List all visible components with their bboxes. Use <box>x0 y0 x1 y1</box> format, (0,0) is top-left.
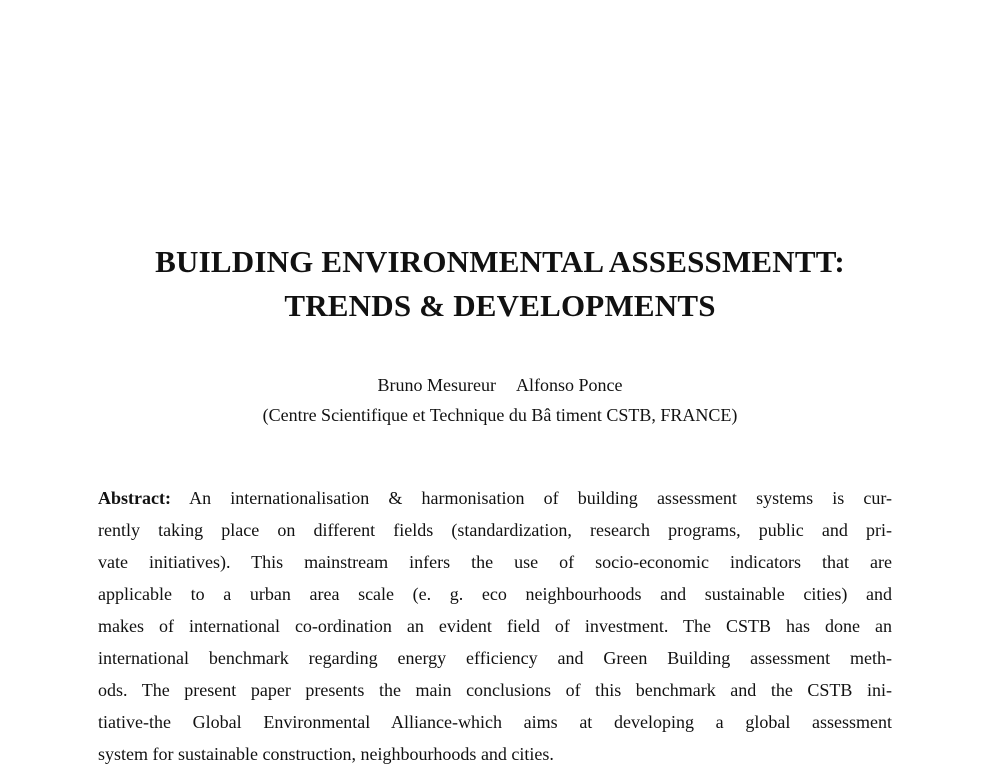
author-affiliation: (Centre Scientifique et Technique du Bâ timent CSTB, FRANCE) <box>262 405 738 425</box>
abstract-line: applicable to a urban area scale (e. g. eco neighbourhoods and sustainable cities) and <box>98 584 892 604</box>
title-line-2: TRENDS & DEVELOPMENTS <box>284 288 716 323</box>
author-names <box>0 370 1000 400</box>
abstract-line: makes of international co-ordination an evident field of investment. The CSTB has done an <box>98 616 892 636</box>
abstract-label: Abstract: <box>98 488 171 508</box>
abstract-line: rently taking place on different fields (standardization, research programs, public and pri- <box>98 520 892 540</box>
author-block <box>0 370 1000 430</box>
abstract-line: Abstract: An internationalisation & harmonisation of building assessment systems is cur- <box>98 488 892 508</box>
abstract-line: vate initiatives). This mainstream infers the use of socio-economic indicators that are <box>98 552 892 572</box>
paper-title <box>0 240 1000 328</box>
author-name: Bruno Mesureur <box>377 375 496 395</box>
abstract-line: international benchmark regarding energy efficiency and Green Building assessment meth- <box>98 648 892 668</box>
abstract-line: system for sustainable construction, neighbourhoods and cities. <box>98 744 554 764</box>
title-line-1: BUILDING ENVIRONMENTAL ASSESSMENTT: <box>155 244 845 279</box>
author-name: Alfonso Ponce <box>515 375 623 395</box>
abstract-line: ods. The present paper presents the main conclusions of this benchmark and the CSTB ini- <box>98 680 892 700</box>
abstract-line: tiative-the Global Environmental Alliance-which aims at developing a global assessment <box>98 712 892 732</box>
abstract <box>98 482 892 770</box>
